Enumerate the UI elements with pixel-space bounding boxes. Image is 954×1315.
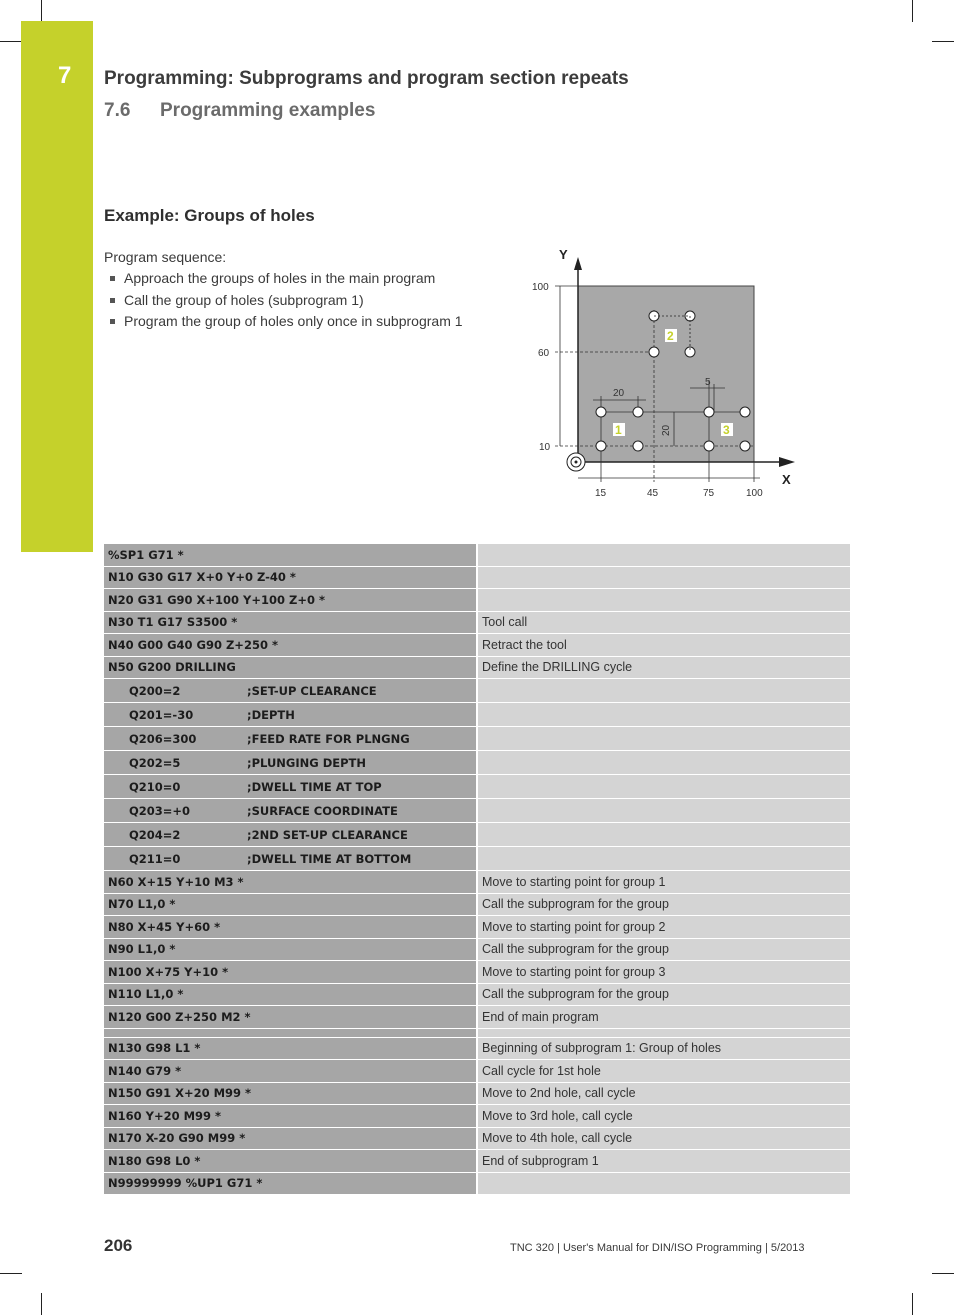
comment-cell: End of main program xyxy=(478,1006,850,1028)
param-cell xyxy=(104,799,476,822)
param-value: Q206=300 xyxy=(129,731,197,746)
table-row xyxy=(104,1083,850,1105)
comment-cell: Move to 4th hole, call cycle xyxy=(478,1128,850,1150)
comment-cell xyxy=(478,847,850,870)
x-axis-label: X xyxy=(782,472,791,487)
table-row xyxy=(104,961,850,983)
list-item: Call the group of holes (subprogram 1) xyxy=(104,292,474,309)
section-heading xyxy=(104,100,375,122)
table-row xyxy=(104,916,850,938)
param-cell xyxy=(104,703,476,726)
comment-cell: Move to starting point for group 2 xyxy=(478,916,850,938)
comment-cell xyxy=(478,727,850,750)
code-cell: N50 G200 DRILLING xyxy=(104,657,476,679)
hole-icon xyxy=(649,347,659,357)
crop-mark xyxy=(912,1293,913,1315)
comment-cell: End of subprogram 1 xyxy=(478,1150,850,1172)
crop-mark xyxy=(912,0,913,22)
param-desc: ;PLUNGING DEPTH xyxy=(247,755,366,770)
comment-cell xyxy=(478,567,850,589)
chapter-number: 7 xyxy=(58,62,72,89)
param-cell xyxy=(104,751,476,774)
comment-cell: Call the subprogram for the group xyxy=(478,984,850,1006)
table-row xyxy=(104,799,850,822)
table-row xyxy=(104,871,850,893)
table-row xyxy=(104,1060,850,1082)
param-cell xyxy=(104,847,476,870)
code-cell: N20 G31 G90 X+100 Y+100 Z+0 * xyxy=(104,589,476,611)
code-cell: N80 X+45 Y+60 * xyxy=(104,916,476,938)
comment-cell xyxy=(478,799,850,822)
param-value: Q210=0 xyxy=(129,779,181,794)
y-tick-label: 100 xyxy=(532,282,549,293)
group-label: 1 xyxy=(615,423,622,437)
code-cell xyxy=(104,1029,476,1037)
param-value: Q203=+0 xyxy=(129,803,191,818)
param-value: Q211=0 xyxy=(129,851,181,866)
table-row xyxy=(104,751,850,774)
crop-mark xyxy=(41,0,42,22)
code-cell: N99999999 %UP1 G71 * xyxy=(104,1173,476,1195)
table-row xyxy=(104,1128,850,1150)
x-tick-label: 75 xyxy=(703,488,715,499)
code-cell: N40 G00 G40 G90 Z+250 * xyxy=(104,634,476,656)
comment-cell: Retract the tool xyxy=(478,634,850,656)
comment-cell: Move to starting point for group 1 xyxy=(478,871,850,893)
table-row xyxy=(104,679,850,702)
comment-cell xyxy=(478,823,850,846)
param-cell xyxy=(104,775,476,798)
param-desc: ;DEPTH xyxy=(247,707,295,722)
origin-icon xyxy=(575,461,578,464)
code-cell: N100 X+75 Y+10 * xyxy=(104,961,476,983)
footer-text: TNC 320 | User's Manual for DIN/ISO Programming | 5/2013 xyxy=(510,1242,805,1254)
x-axis-arrow-icon xyxy=(779,457,795,467)
param-desc: ;FEED RATE FOR PLNGNG xyxy=(247,731,410,746)
param-cell xyxy=(104,823,476,846)
table-row xyxy=(104,984,850,1006)
bullet-square-icon xyxy=(110,276,115,281)
bullet-list xyxy=(104,270,474,335)
param-cell xyxy=(104,679,476,702)
param-desc: ;SET-UP CLEARANCE xyxy=(247,683,377,698)
code-cell: N90 L1,0 * xyxy=(104,939,476,961)
table-row xyxy=(104,1105,850,1127)
table-row xyxy=(104,939,850,961)
param-desc: ;SURFACE COORDINATE xyxy=(247,803,398,818)
crop-mark xyxy=(0,1273,22,1274)
example-title: Example: Groups of holes xyxy=(104,206,315,225)
code-cell: N180 G98 L0 * xyxy=(104,1150,476,1172)
code-cell: N30 T1 G17 S3500 * xyxy=(104,612,476,634)
code-cell: N110 L1,0 * xyxy=(104,984,476,1006)
comment-cell: Call the subprogram for the group xyxy=(478,939,850,961)
code-cell: N70 L1,0 * xyxy=(104,894,476,916)
hole-icon xyxy=(633,407,643,417)
table-row xyxy=(104,775,850,798)
param-desc: ;DWELL TIME AT BOTTOM xyxy=(247,851,412,866)
bullet-square-icon xyxy=(110,298,115,303)
comment-cell: Tool call xyxy=(478,612,850,634)
chapter-title: Programming: Subprograms and program section repeats xyxy=(104,68,629,89)
code-cell: N130 G98 L1 * xyxy=(104,1038,476,1060)
hole-icon xyxy=(740,407,750,417)
group-label: 2 xyxy=(667,329,674,343)
dimension-label: 5 xyxy=(705,377,711,388)
chapter-sidebar xyxy=(21,21,93,552)
bullet-square-icon xyxy=(110,319,115,324)
code-cell: N150 G91 X+20 M99 * xyxy=(104,1083,476,1105)
param-value: Q204=2 xyxy=(129,827,181,842)
comment-cell xyxy=(478,589,850,611)
crop-mark xyxy=(41,1293,42,1315)
comment-cell: Move to 3rd hole, call cycle xyxy=(478,1105,850,1127)
table-row xyxy=(104,634,850,656)
y-tick-label: 10 xyxy=(539,442,551,453)
page-number: 206 xyxy=(104,1236,133,1255)
table-row xyxy=(104,567,850,589)
x-tick-label: 45 xyxy=(647,488,659,499)
comment-cell xyxy=(478,679,850,702)
y-tick-label: 60 xyxy=(538,348,550,359)
crop-mark xyxy=(932,41,954,42)
y-axis-arrow-icon xyxy=(574,257,582,270)
comment-cell xyxy=(478,1029,850,1037)
table-row xyxy=(104,1173,850,1195)
x-tick-label: 100 xyxy=(746,488,763,499)
comment-cell xyxy=(478,751,850,774)
table-row xyxy=(104,612,850,634)
table-row xyxy=(104,1006,850,1028)
comment-cell: Define the DRILLING cycle xyxy=(478,657,850,679)
section-number: 7.6 xyxy=(104,100,131,121)
code-cell: N60 X+15 Y+10 M3 * xyxy=(104,871,476,893)
y-axis-label: Y xyxy=(559,247,568,262)
hole-icon xyxy=(596,407,606,417)
comment-cell xyxy=(478,544,850,566)
comment-cell: Move to starting point for group 3 xyxy=(478,961,850,983)
param-value: Q201=-30 xyxy=(129,707,194,722)
code-cell: N10 G30 G17 X+0 Y+0 Z-40 * xyxy=(104,567,476,589)
x-tick-label: 15 xyxy=(595,488,607,499)
group-label: 3 xyxy=(723,423,730,437)
hole-icon xyxy=(704,407,714,417)
hole-icon xyxy=(704,441,714,451)
table-row xyxy=(104,894,850,916)
hole-icon xyxy=(740,441,750,451)
hole-icon xyxy=(633,441,643,451)
comment-cell: Call cycle for 1st hole xyxy=(478,1060,850,1082)
table-row xyxy=(104,847,850,870)
hole-icon xyxy=(596,441,606,451)
table-row xyxy=(104,727,850,750)
list-item: Approach the groups of holes in the main program xyxy=(104,270,474,287)
table-row xyxy=(104,544,850,566)
table-row xyxy=(104,1150,850,1172)
code-cell: N140 G79 * xyxy=(104,1060,476,1082)
code-cell: N160 Y+20 M99 * xyxy=(104,1105,476,1127)
param-desc: ;DWELL TIME AT TOP xyxy=(247,779,382,794)
intro-text: Program sequence: xyxy=(104,249,227,265)
code-cell: N120 G00 Z+250 M2 * xyxy=(104,1006,476,1028)
table-spacer-row xyxy=(104,1029,850,1037)
param-desc: ;2ND SET-UP CLEARANCE xyxy=(247,827,408,842)
dimension-label: 20 xyxy=(661,424,672,436)
table-row xyxy=(104,703,850,726)
section-title: Programming examples xyxy=(160,100,376,121)
param-value: Q200=2 xyxy=(129,683,181,698)
param-cell xyxy=(104,727,476,750)
code-cell: N170 X-20 G90 M99 * xyxy=(104,1128,476,1150)
list-item: Program the group of holes only once in subprogram 1 xyxy=(104,313,474,330)
comment-cell xyxy=(478,703,850,726)
comment-cell xyxy=(478,1173,850,1195)
table-row xyxy=(104,823,850,846)
comment-cell xyxy=(478,775,850,798)
hole-pattern-diagram xyxy=(528,243,803,499)
crop-mark xyxy=(0,41,22,42)
program-table xyxy=(104,544,850,1195)
table-row xyxy=(104,1038,850,1060)
code-cell: %SP1 G71 * xyxy=(104,544,476,566)
crop-mark xyxy=(932,1273,954,1274)
comment-cell: Call the subprogram for the group xyxy=(478,894,850,916)
comment-cell: Beginning of subprogram 1: Group of holes xyxy=(478,1038,850,1060)
table-row xyxy=(104,589,850,611)
param-value: Q202=5 xyxy=(129,755,181,770)
table-row xyxy=(104,657,850,679)
dimension-label: 20 xyxy=(613,388,625,399)
comment-cell: Move to 2nd hole, call cycle xyxy=(478,1083,850,1105)
